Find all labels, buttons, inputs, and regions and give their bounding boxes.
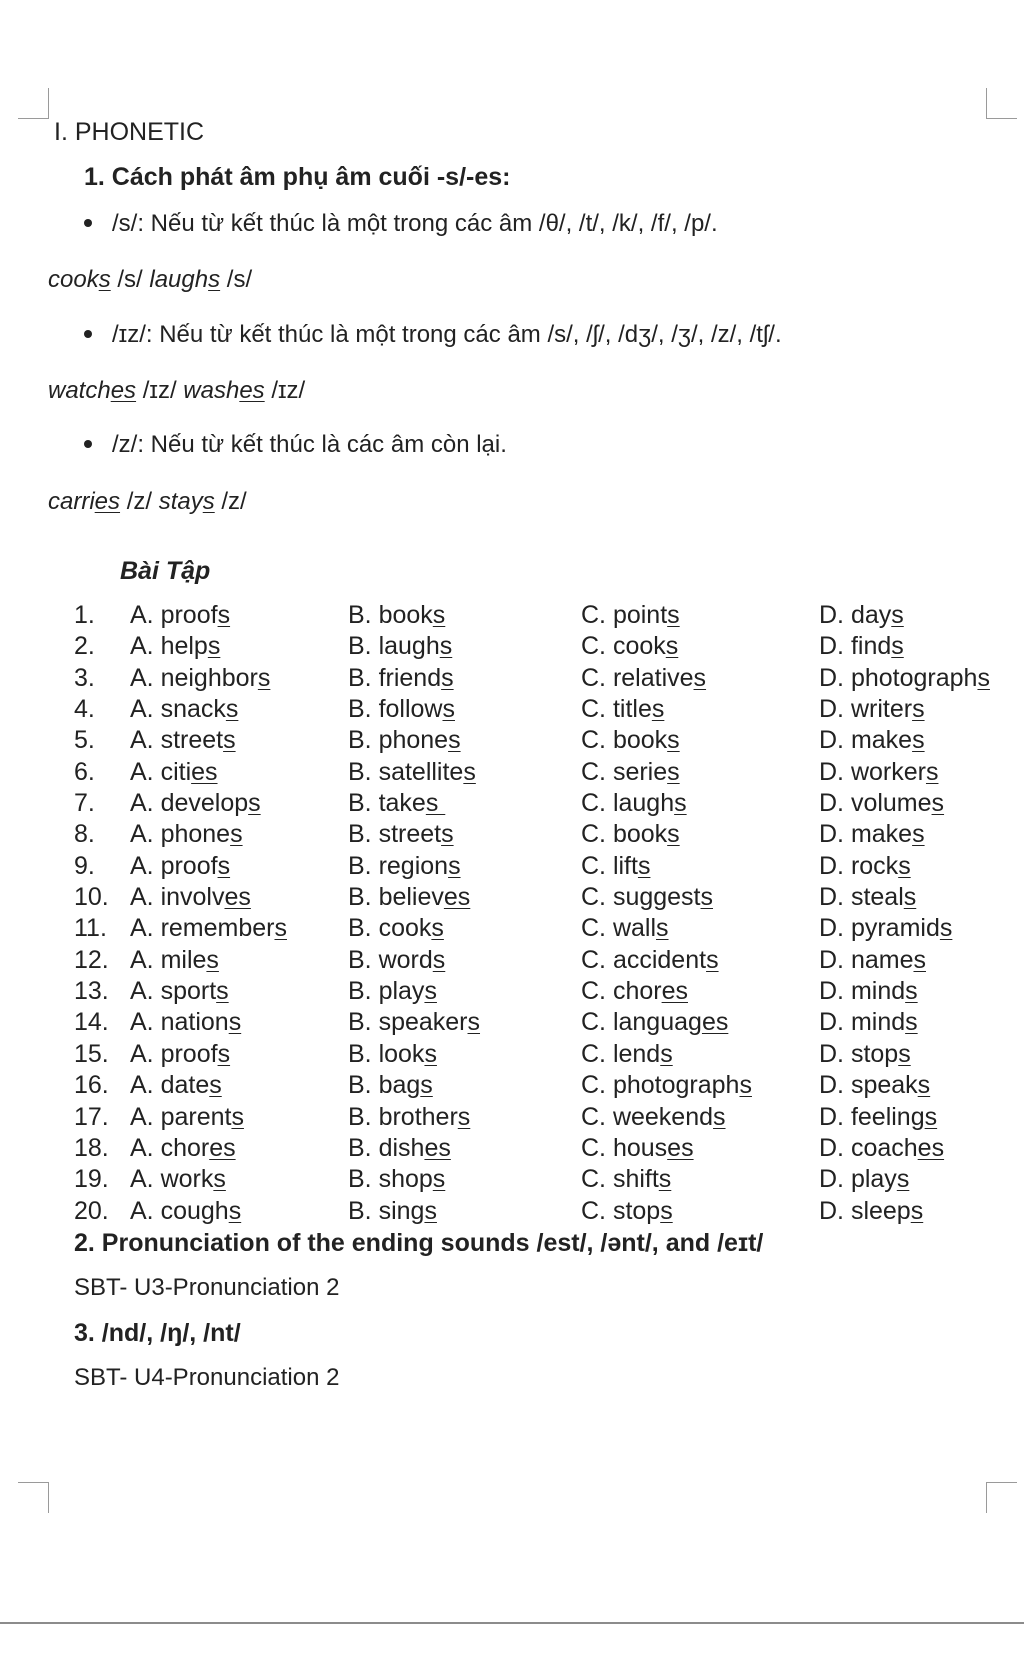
exercise-option: D. minds [819, 977, 918, 1006]
exercise-number: 2. [74, 632, 95, 661]
exercise-row [74, 789, 1019, 820]
exercise-option: C. series [581, 757, 680, 786]
exercise-option: A. remembers [130, 914, 287, 943]
exercise-number: 12. [74, 945, 109, 974]
exercise-option: D. names [819, 945, 926, 974]
exercise-option: A. cities [130, 757, 218, 786]
exercise-option: B. shops [348, 1165, 446, 1194]
rule-item-s [84, 209, 718, 239]
rule-item-z [84, 430, 507, 460]
section-2-reference: SBT- U3-Pronunciation 2 [74, 1274, 340, 1301]
exercise-row [74, 664, 1019, 695]
exercise-option: B. speakers [348, 1008, 481, 1037]
exercise-option: B. laughs [348, 632, 453, 661]
exercise-option: B. believes [348, 883, 471, 912]
exercise-row [74, 1040, 1019, 1071]
exercise-option: A. dates [130, 1071, 222, 1100]
exercise-option: B. streets [348, 820, 454, 849]
exercise-title: Bài Tập [120, 557, 211, 585]
exercise-number: 19. [74, 1165, 109, 1194]
exercise-number: 8. [74, 820, 95, 849]
exercise-option: D. makes [819, 820, 925, 849]
bullet-icon [84, 219, 92, 227]
exercise-option: D. rocks [819, 851, 911, 880]
exercise-option: D. feelings [819, 1102, 938, 1131]
rule-item-iz [84, 320, 782, 350]
exercise-row [74, 1134, 1019, 1165]
exercise-option: C. lends [581, 1039, 673, 1068]
exercise-option: A. miles [130, 945, 219, 974]
exercise-row [74, 726, 1019, 757]
exercise-option: A. chores [130, 1133, 236, 1162]
exercise-option: B. satellites [348, 757, 476, 786]
exercise-option: B. regions [348, 851, 461, 880]
exercise-option: B. brothers [348, 1102, 471, 1131]
exercise-option: A. develops [130, 789, 261, 818]
rule-example-s: cooks /s/ laughs /s/ [48, 266, 253, 293]
exercise-option: D. coaches [819, 1133, 945, 1162]
margin-corner-top-right [986, 88, 1017, 119]
exercise-option: B. follows [348, 695, 455, 724]
exercise-number: 4. [74, 695, 95, 724]
exercise-option: B. plays [348, 977, 437, 1006]
rule-text: /z/: Nếu từ kết thúc là các âm còn lại. [112, 431, 507, 458]
exercise-option: D. workers [819, 757, 939, 786]
rule-example-z: carries /z/ stays /z/ [48, 488, 247, 515]
exercise-option: C. weekends [581, 1102, 726, 1131]
exercise-row [74, 852, 1019, 883]
exercise-number: 14. [74, 1008, 109, 1037]
exercise-option: C. houses [581, 1133, 694, 1162]
subheading: 1. Cách phát âm phụ âm cuối -s/-es: [84, 163, 511, 191]
exercise-option: B. books [348, 601, 446, 629]
exercise-option: D. sleeps [819, 1196, 924, 1225]
exercise-number: 6. [74, 757, 95, 786]
exercise-row [74, 1008, 1019, 1039]
section-2-heading: 2. Pronunciation of the ending sounds /est/, /ənt/, and /eɪt/ [74, 1229, 764, 1257]
exercise-row [74, 946, 1019, 977]
exercise-option: B. dishes [348, 1133, 451, 1162]
exercise-option: D. photographs [819, 663, 990, 692]
exercise-row [74, 1197, 1019, 1228]
section-heading: I. PHONETIC [54, 118, 205, 146]
exercise-row [74, 883, 1019, 914]
exercise-option: D. minds [819, 1008, 918, 1037]
exercise-option: A. snacks [130, 695, 239, 724]
margin-corner-bottom-right [986, 1482, 1017, 1513]
section-3-heading: 3. /nd/, /ŋ/, /nt/ [74, 1319, 241, 1347]
margin-corner-bottom-left [18, 1482, 49, 1513]
exercise-option: C. books [581, 726, 680, 755]
exercise-option: A. helps [130, 632, 221, 661]
exercise-number: 10. [74, 883, 109, 912]
exercise-option: A. nations [130, 1008, 242, 1037]
exercise-row [74, 601, 1019, 632]
rule-text: /s/: Nếu từ kết thúc là một trong các âm /θ/, /t/, /k/, /f/, /p/. [112, 210, 718, 237]
exercise-number: 9. [74, 851, 95, 880]
exercise-row [74, 914, 1019, 945]
exercise-option: B. phones [348, 726, 461, 755]
exercise-option: A. phones [130, 820, 243, 849]
exercise-option: D. finds [819, 632, 904, 661]
exercise-row [74, 1071, 1019, 1102]
exercise-row [74, 1103, 1019, 1134]
exercise-number: 15. [74, 1039, 109, 1068]
exercise-option: D. makes [819, 726, 925, 755]
rule-example-iz: watches /ɪz/ washes /ɪz/ [48, 377, 306, 404]
exercise-option: A. coughs [130, 1196, 242, 1225]
exercise-option: C. titles [581, 695, 665, 724]
exercise-number: 11. [74, 914, 107, 943]
exercise-row [74, 632, 1019, 663]
exercise-option: D. days [819, 601, 904, 629]
exercise-option: B. words [348, 945, 446, 974]
exercise-option: B. friends [348, 663, 454, 692]
exercise-option: A. proofs [130, 601, 231, 629]
exercise-number: 18. [74, 1133, 109, 1162]
exercise-option: D. volumes [819, 789, 945, 818]
exercise-option: C. stops [581, 1196, 673, 1225]
exercise-option: B. looks [348, 1039, 437, 1068]
page-divider [0, 1622, 1024, 1624]
exercise-option: B. cooks [348, 914, 444, 943]
exercise-number: 7. [74, 789, 95, 818]
exercise-option: B. takes [348, 789, 446, 818]
exercise-row [74, 820, 1019, 851]
exercise-option: C. lifts [581, 851, 651, 880]
section-3-reference: SBT- U4-Pronunciation 2 [74, 1364, 340, 1391]
exercise-option: D. plays [819, 1165, 910, 1194]
exercise-option: A. proofs [130, 1039, 231, 1068]
margin-corner-top-left [18, 88, 49, 119]
exercise-option: C. books [581, 820, 680, 849]
exercise-option: C. relatives [581, 663, 707, 692]
exercise-option: C. languages [581, 1008, 729, 1037]
exercise-option: C. photographs [581, 1071, 752, 1100]
exercise-option: C. shifts [581, 1165, 672, 1194]
exercise-option: D. writers [819, 695, 925, 724]
exercise-option: A. works [130, 1165, 226, 1194]
exercise-option: A. neighbors [130, 663, 271, 692]
exercise-row [74, 977, 1019, 1008]
exercise-option: D. pyramids [819, 914, 953, 943]
exercise-row [74, 758, 1019, 789]
exercise-option: C. points [581, 601, 680, 629]
exercise-option: C. suggests [581, 883, 714, 912]
exercise-number: 3. [74, 663, 95, 692]
exercise-option: A. sports [130, 977, 229, 1006]
exercise-number: 16. [74, 1071, 109, 1100]
bullet-icon [84, 330, 92, 338]
exercise-table [74, 601, 1019, 1228]
exercise-option: C. laughs [581, 789, 687, 818]
exercise-option: A. proofs [130, 851, 231, 880]
exercise-row [74, 695, 1019, 726]
exercise-option: C. accidents [581, 945, 719, 974]
exercise-option: C. walls [581, 914, 669, 943]
rule-text: /ɪz/: Nếu từ kết thúc là một trong các âm /s/, /ʃ/, /dʒ/, /ʒ/, /z/, /tʃ/. [112, 321, 782, 348]
exercise-number: 13. [74, 977, 109, 1006]
exercise-option: B. bags [348, 1071, 433, 1100]
exercise-option: A. parents [130, 1102, 244, 1131]
exercise-number: 1. [74, 601, 95, 629]
exercise-option: B. sings [348, 1196, 437, 1225]
exercise-option: D. stops [819, 1039, 911, 1068]
exercise-row [74, 1165, 1019, 1196]
bullet-icon [84, 440, 92, 448]
exercise-option: A. streets [130, 726, 236, 755]
exercise-option: D. steals [819, 883, 917, 912]
exercise-number: 5. [74, 726, 95, 755]
exercise-option: D. speaks [819, 1071, 931, 1100]
exercise-number: 17. [74, 1102, 109, 1131]
exercise-number: 20. [74, 1196, 109, 1225]
exercise-option: C. chores [581, 977, 688, 1006]
exercise-option: C. cooks [581, 632, 679, 661]
exercise-option: A. involves [130, 883, 251, 912]
